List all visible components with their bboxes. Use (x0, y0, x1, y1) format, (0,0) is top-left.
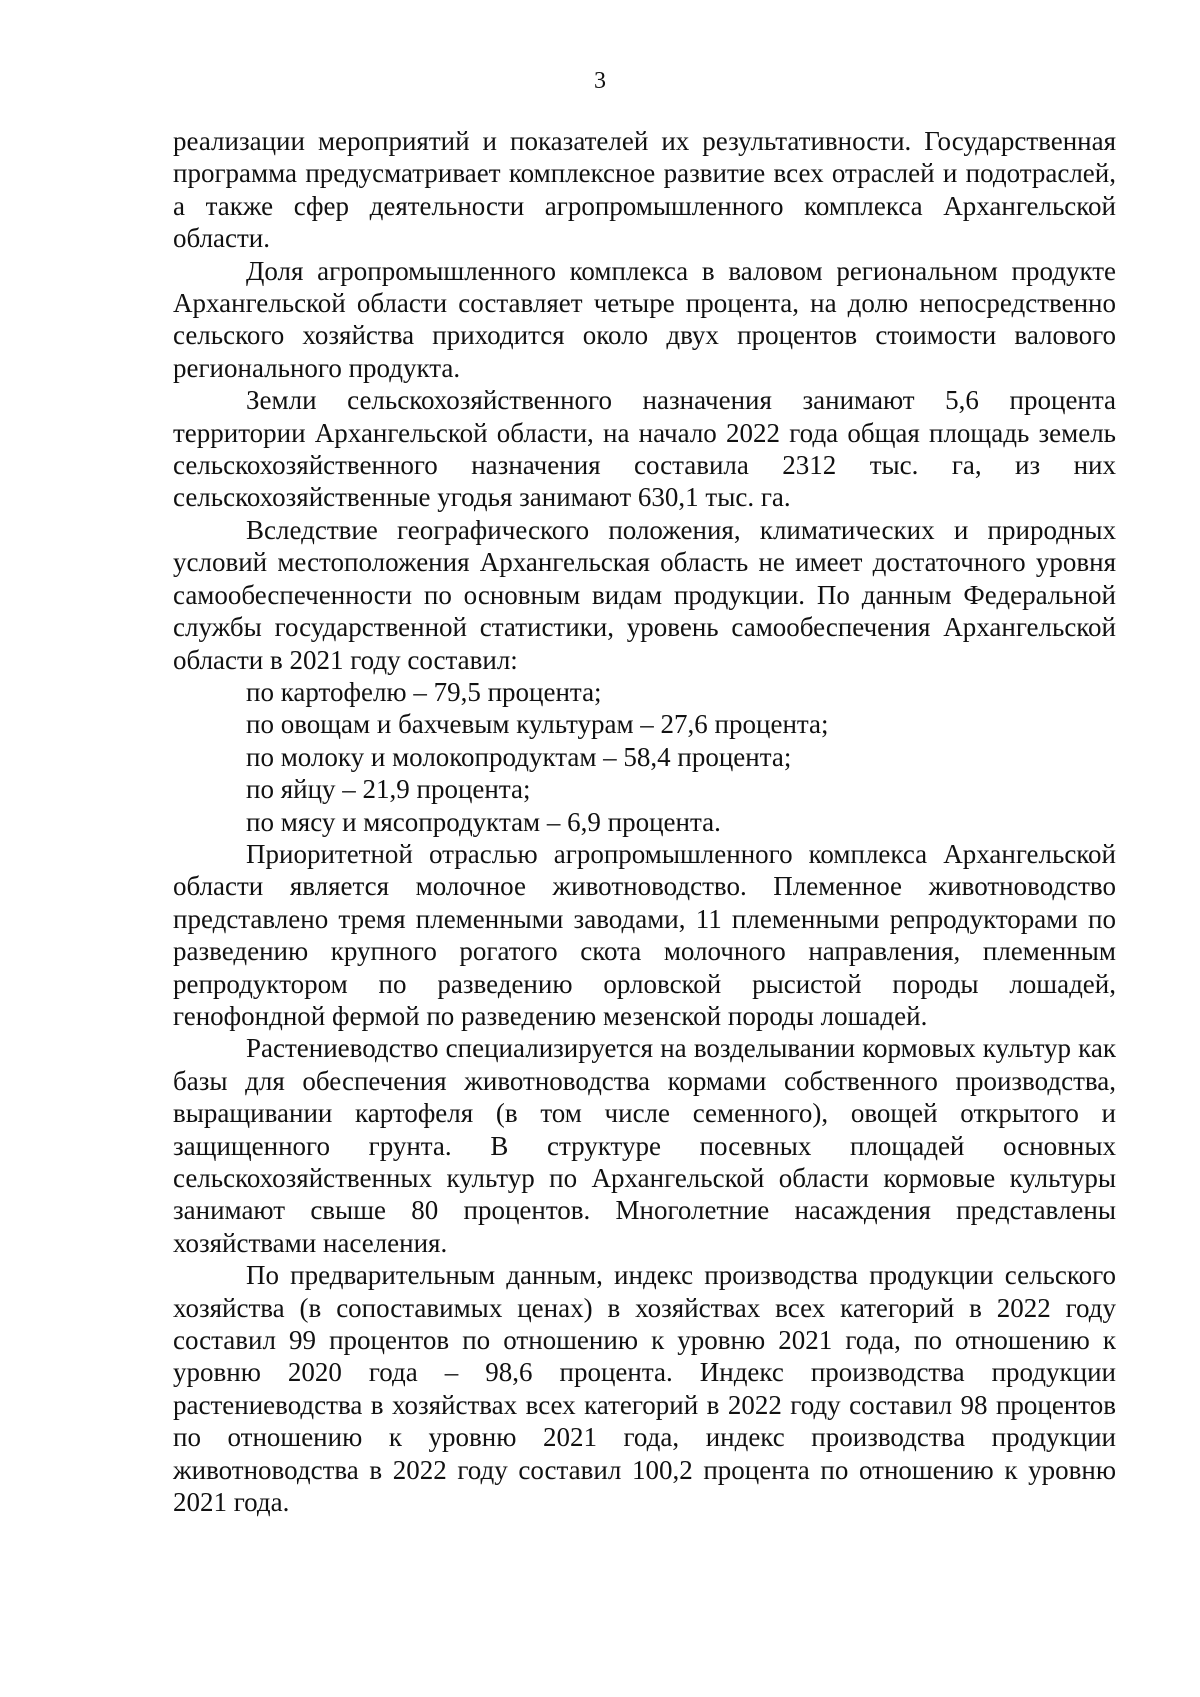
list-item-vegetables: по овощам и бахчевым культурам – 27,6 процента; (246, 709, 829, 740)
paragraph-self-sufficiency: Вследствие географического положения, климатических и природных условий местоположения Архангельская область не имеет достаточного уровня самообеспеченности по основным видам продукции. По данным Федеральной службы государственной статистики, уровень самообеспечения Архангельской области в 2021 году составил: (173, 514, 1116, 675)
paragraph-agro-share: Доля агропромышленного комплекса в валовом региональном продукте Архангельской области составляет четыре процента, на долю непосредственно сельского хозяйства приходится около двух процентов стоимости валового регионального продукта. (173, 255, 1116, 383)
list-item-milk: по молоку и молокопродуктам – 58,4 процента; (246, 741, 792, 772)
paragraph-production-index: По предварительным данным, индекс производства продукции сельского хозяйства (в сопоставимых ценах) в хозяйствах всех категорий в 2022 году составил 99 процентов по отношению к уровню 2021 года, по отношению к уровню 2020 года – 98,6 процента. Индекс производства продукции растениеводства в хозяйствах всех категорий в 2022 году составил 98 процентов по отношению к уровню 2021 года, индекс производства продукции животноводства в 2022 году составил 100,2 процента по отношению к уровню 2021 года. (173, 1260, 1116, 1518)
paragraph-dairy-livestock: Приоритетной отраслью агропромышленного комплекса Архангельской области является молочное животноводство. Племенное животноводство представлено тремя племенными заводами, 11 племенными репродукторами по разведению крупного рогатого скота молочного направления, племенным репродуктором по разведению орловской рысистой породы лошадей, генофондной фермой по разведению мезенской породы лошадей. (173, 838, 1116, 1031)
paragraph-agricultural-lands: Земли сельскохозяйственного назначения занимают 5,6 процента территории Архангельской области, на начало 2022 года общая площадь земель сельскохозяйственного назначения составила 2312 тыс. га, из них сельскохозяйственные угодья занимают 630,1 тыс. га. (173, 385, 1116, 513)
paragraph-continued: реализации мероприятий и показателей их результативности. Государственная программа предусматривает комплексное развитие всех отраслей и подотраслей, а также сфер деятельности агропромышленного комплекса Архангельской области. (173, 126, 1116, 254)
list-item-eggs: по яйцу – 21,9 процента; (246, 774, 531, 805)
list-item-meat: по мясу и мясопродуктам – 6,9 процента. (246, 806, 721, 837)
list-item-potatoes: по картофелю – 79,5 процента; (246, 676, 602, 707)
page-number: 3 (594, 68, 606, 94)
document-body (173, 125, 1116, 1518)
paragraph-crop-production: Растениеводство специализируется на возделывании кормовых культур как базы для обеспечения животноводства кормами собственного производства, выращивании картофеля (в том числе семенного), овощей открытого и защищенного грунта. В структуре посевных площадей основных сельскохозяйственных культур по Архангельской области кормовые культуры занимают свыше 80 процентов. Многолетние насаждения представлены хозяйствами населения. (173, 1033, 1116, 1258)
